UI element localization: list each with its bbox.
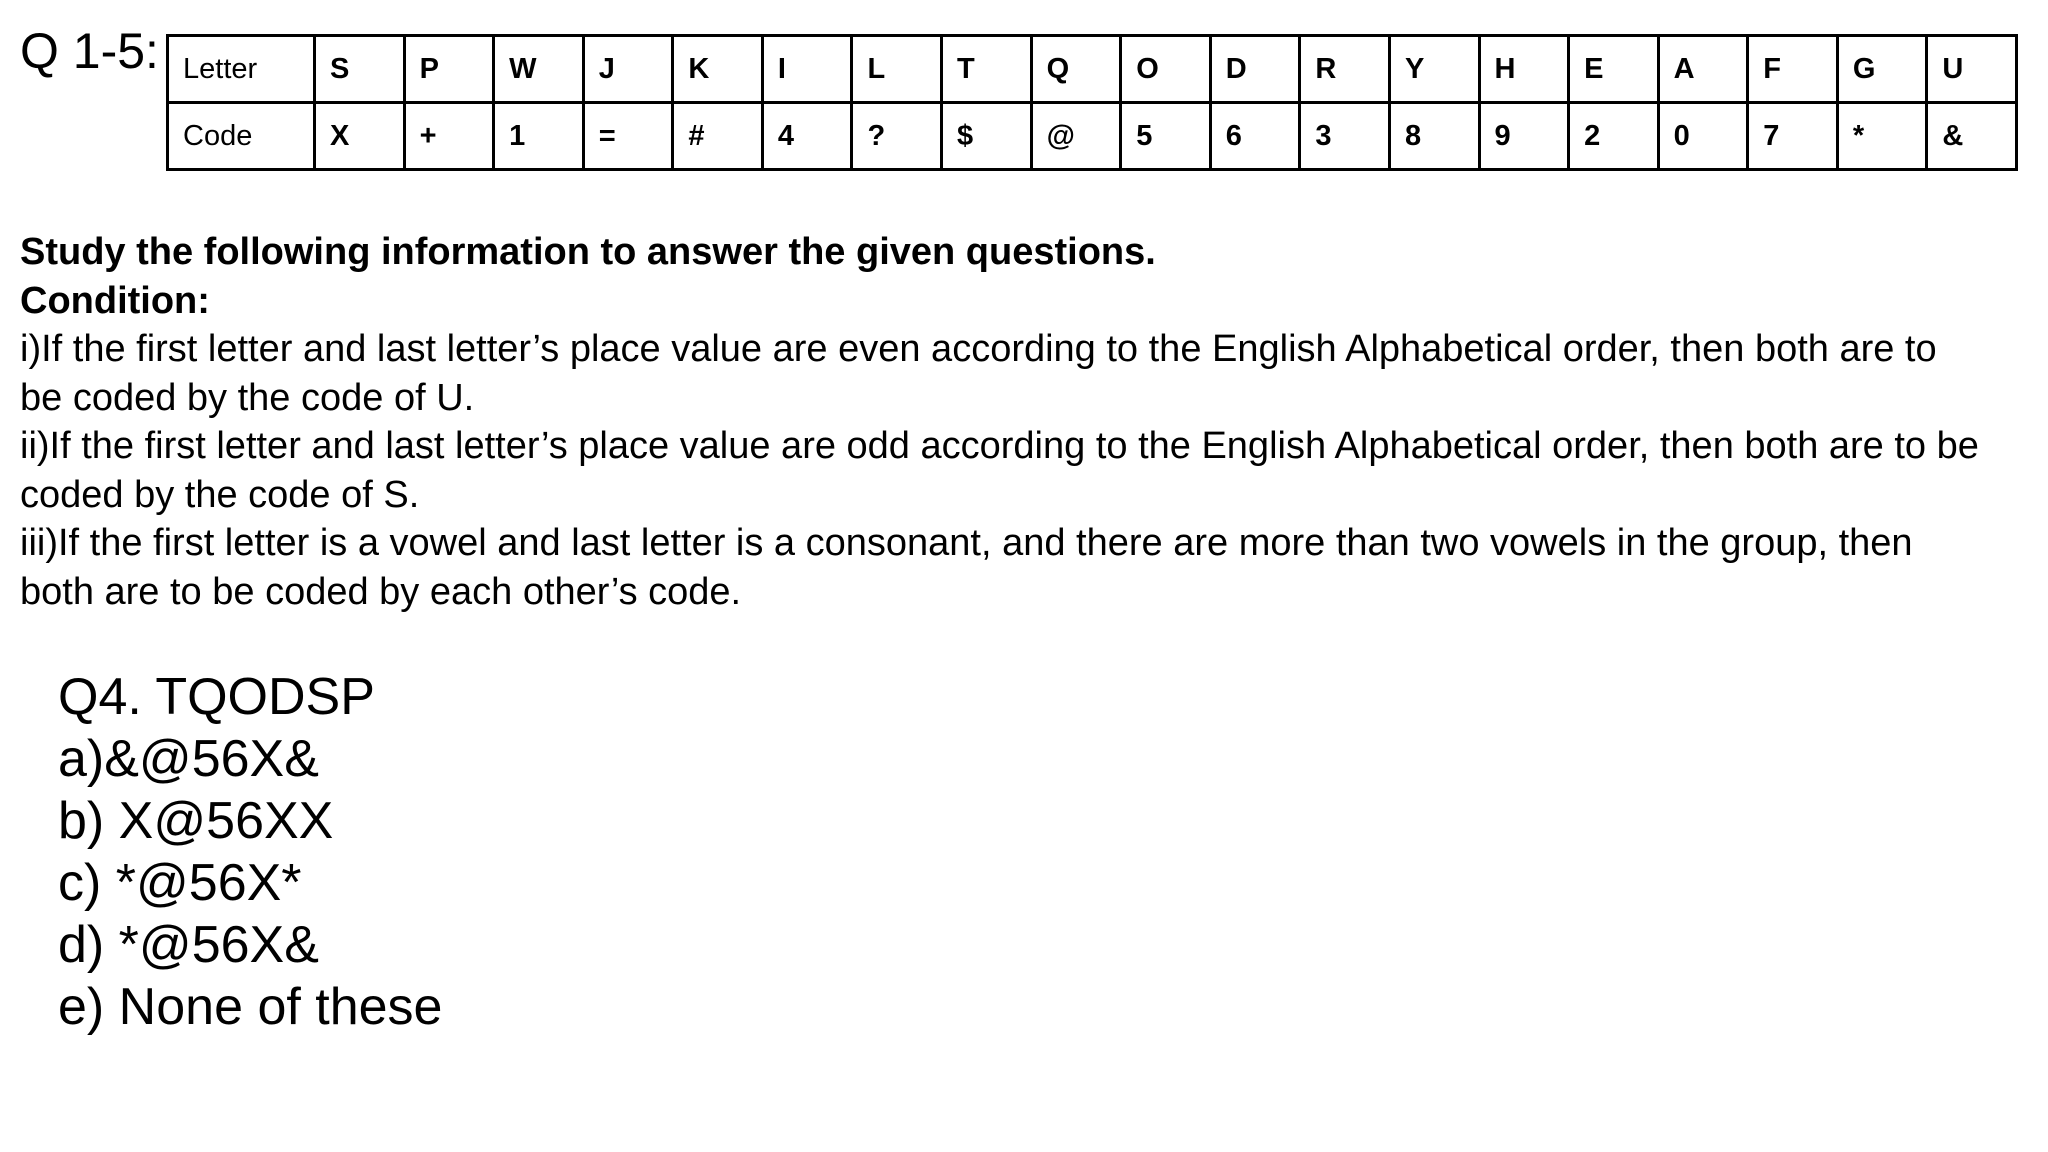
letter-cell: O: [1121, 36, 1211, 103]
code-row: [168, 103, 2017, 170]
question-title: Q4. TQODSP: [58, 668, 375, 726]
option-a: a)&@56X&: [58, 730, 319, 788]
code-cell: 6: [1210, 103, 1300, 170]
question-range-label: Q 1-5:: [20, 23, 159, 79]
instructions-title: Study the following information to answer the given questions.: [20, 231, 1156, 273]
code-cell: 4: [762, 103, 852, 170]
letter-row: [168, 36, 2017, 103]
question-block: [58, 666, 442, 1038]
code-cell: 7: [1748, 103, 1838, 170]
letter-cell: Q: [1031, 36, 1121, 103]
row-label-code: Code: [168, 103, 315, 170]
letter-cell: E: [1569, 36, 1659, 103]
letter-cell: I: [762, 36, 852, 103]
condition-label: Condition:: [20, 279, 210, 322]
instructions-block: [20, 228, 1980, 616]
letter-code-table: [166, 34, 2018, 171]
code-cell: 5: [1121, 103, 1211, 170]
code-cell: &: [1927, 103, 2017, 170]
letter-cell: R: [1300, 36, 1390, 103]
code-cell: +: [404, 103, 494, 170]
code-cell: 1: [494, 103, 584, 170]
code-cell: *: [1837, 103, 1927, 170]
letter-cell: D: [1210, 36, 1300, 103]
letter-cell: K: [673, 36, 763, 103]
option-c: c) *@56X*: [58, 854, 302, 912]
letter-cell: J: [583, 36, 673, 103]
code-cell: X: [315, 103, 405, 170]
condition-1: i)If the first letter and last letter’s place value are even according to the English Alphabetical order, then both are to be coded by the code of U.: [20, 328, 1937, 419]
code-cell: #: [673, 103, 763, 170]
letter-cell: T: [942, 36, 1032, 103]
code-cell: 9: [1479, 103, 1569, 170]
code-cell: $: [942, 103, 1032, 170]
letter-cell: G: [1837, 36, 1927, 103]
row-label-letter: Letter: [168, 36, 315, 103]
option-b: b) X@56XX: [58, 792, 334, 850]
option-d: d) *@56X&: [58, 916, 319, 974]
condition-3: iii)If the first letter is a vowel and last letter is a consonant, and there are more than two vowels in the group, then both are to be coded by each other’s code.: [20, 522, 1913, 613]
code-cell: 3: [1300, 103, 1390, 170]
letter-cell: H: [1479, 36, 1569, 103]
letter-cell: L: [852, 36, 942, 103]
code-cell: @: [1031, 103, 1121, 170]
letter-cell: P: [404, 36, 494, 103]
option-e: e) None of these: [58, 978, 443, 1036]
letter-cell: U: [1927, 36, 2017, 103]
letter-cell: S: [315, 36, 405, 103]
letter-cell: F: [1748, 36, 1838, 103]
code-cell: 8: [1389, 103, 1479, 170]
letter-cell: Y: [1389, 36, 1479, 103]
condition-2: ii)If the first letter and last letter’s place value are odd according to the English Alphabetical order, then both are to be coded by the code of S.: [20, 425, 1979, 516]
letter-cell: A: [1658, 36, 1748, 103]
letter-cell: W: [494, 36, 584, 103]
code-cell: ?: [852, 103, 942, 170]
code-cell: 0: [1658, 103, 1748, 170]
code-cell: =: [583, 103, 673, 170]
code-cell: 2: [1569, 103, 1659, 170]
